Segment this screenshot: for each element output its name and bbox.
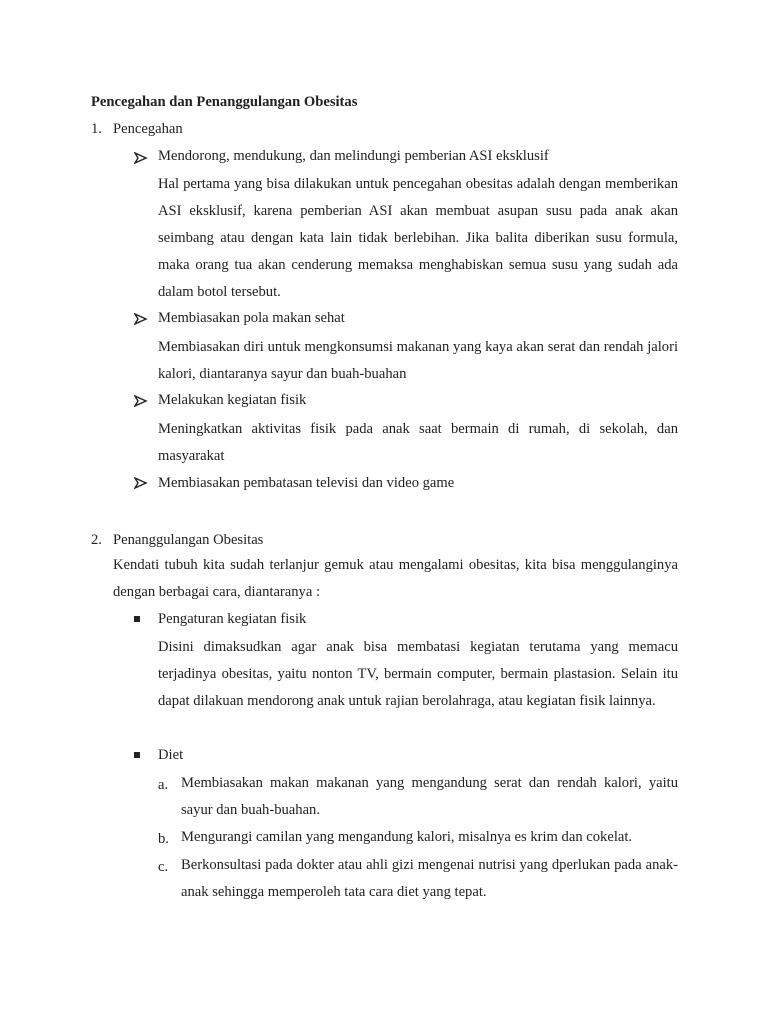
bullet-label-pengaturan: Pengaturan kegiatan fisik <box>158 611 307 627</box>
document-title: Pencegahan dan Penanggulangan Obesitas <box>91 94 358 110</box>
sub-item-letter-a: a. <box>158 777 169 793</box>
sub-item-letter-b: b. <box>158 831 169 847</box>
paragraph-kegiatan-fisik: Meningkatkan aktivitas fisik pada anak saat bermain di rumah, di sekolah, dan masyarakat <box>158 421 678 464</box>
paragraph-asi: Hal pertama yang bisa dilakukan untuk pencegahan obesitas adalah dengan memberikan ASI eksklusif, karena pemberian ASI akan membuat asupan susu pada anak akan seimbang atau dengan kata lain tidak berlebihan. Jika balita diberikan susu formula, maka orang tua akan cenderung memaksa menghabiskan semua susu yang sudah ada dalam botol tersebut. <box>158 176 678 300</box>
bullet-label-televisi: Membiasakan pembatasan televisi dan video game <box>158 475 455 491</box>
arrow-bullet-icon <box>134 313 148 325</box>
paragraph-pola-makan: Membiasakan diri untuk mengkonsumsi makanan yang kaya akan serat dan rendah jalori kalori, diantaranya sayur dan buah-buahan <box>158 339 678 382</box>
arrow-bullet-icon <box>134 152 148 164</box>
section-2-intro: Kendati tubuh kita sudah terlanjur gemuk atau mengalami obesitas, kita bisa menggulanginya dengan berbagai cara, diantaranya : <box>113 557 678 600</box>
bullet-label-asi: Mendorong, mendukung, dan melindungi pemberian ASI eksklusif <box>158 148 549 164</box>
section-1-number: 1. <box>91 121 102 137</box>
sub-item-text-b: Mengurangi camilan yang mengandung kalori, misalnya es krim dan cokelat. <box>181 829 633 845</box>
bullet-label-kegiatan-fisik: Melakukan kegiatan fisik <box>158 392 307 408</box>
arrow-bullet-icon <box>134 395 148 407</box>
square-bullet-icon <box>134 616 140 622</box>
paragraph-pengaturan: Disini dimaksudkan agar anak bisa membatasi kegiatan terutama yang memacu terjadinya obesitas, yaitu nonton TV, bermain computer, bermain plastasion. Selain itu dapat dilakuan mendorong anak untuk rajian berolahraga, atau kegiatan fisik lainnya. <box>158 639 678 709</box>
section-1-heading: Pencegahan <box>113 121 183 137</box>
square-bullet-icon <box>134 752 140 758</box>
section-2-number: 2. <box>91 532 102 548</box>
bullet-label-pola-makan: Membiasakan pola makan sehat <box>158 310 345 326</box>
bullet-label-diet: Diet <box>158 747 184 763</box>
arrow-bullet-icon <box>134 477 148 489</box>
sub-item-letter-c: c. <box>158 859 169 875</box>
sub-item-text-a: Membiasakan makan makanan yang mengandung serat dan rendah kalori, yaitu sayur dan buah-buahan. <box>181 775 678 818</box>
section-2-heading: Penanggulangan Obesitas <box>113 532 264 548</box>
sub-item-text-c: Berkonsultasi pada dokter atau ahli gizi mengenai nutrisi yang dperlukan pada anak-anak sehingga memperoleh tata cara diet yang tepat. <box>181 857 678 900</box>
